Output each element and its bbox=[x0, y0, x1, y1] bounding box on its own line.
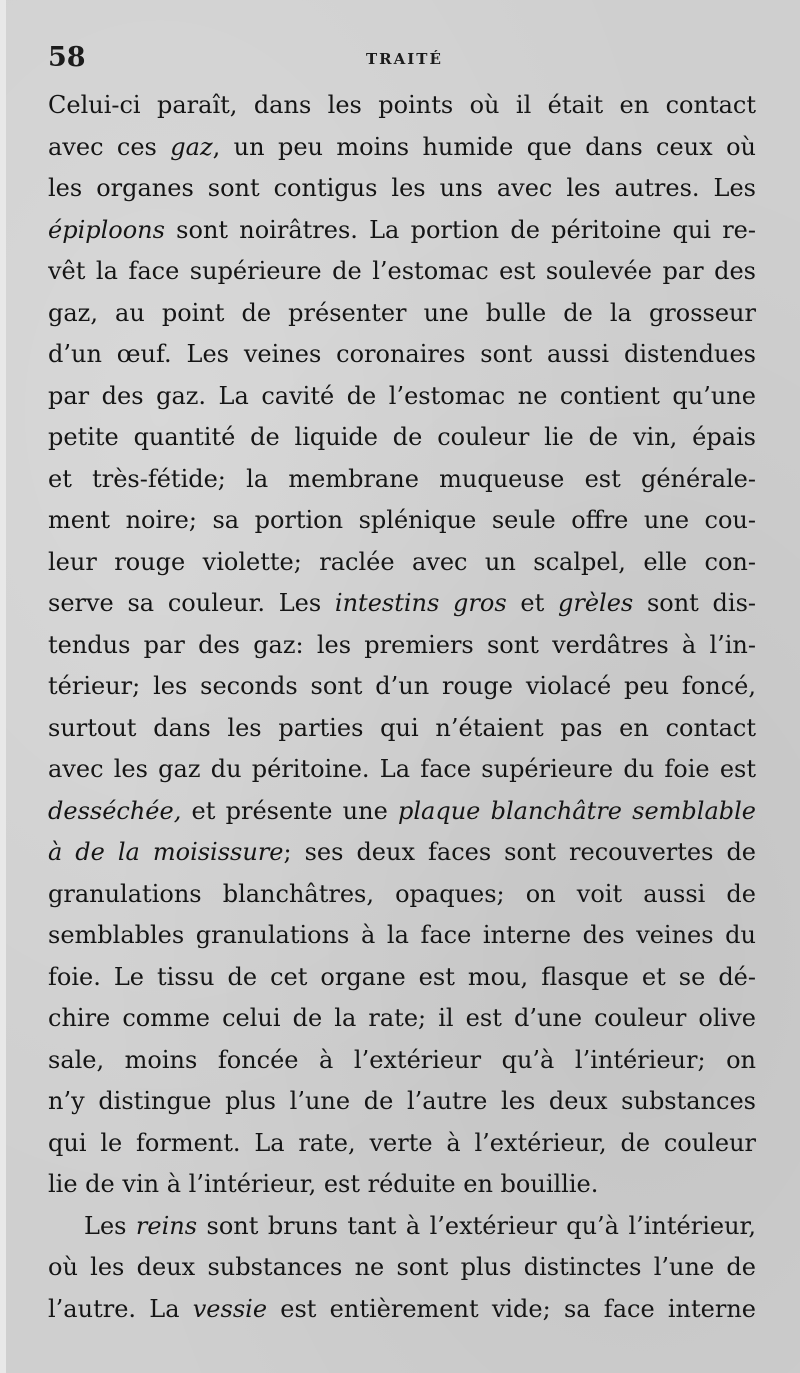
text-segment: surtout dans les parties qui n’étaient pas en contact bbox=[48, 713, 756, 742]
text-line bbox=[48, 168, 756, 210]
italic-term: desséchée, bbox=[48, 796, 182, 825]
text-line bbox=[48, 666, 756, 708]
text-line bbox=[48, 915, 756, 957]
text-segment: ; ses deux faces sont recouvertes de bbox=[283, 838, 756, 866]
text-segment: sont dis- bbox=[633, 589, 756, 617]
text-segment: avec les gaz du péritoine. La face supérieure du foie est bbox=[48, 755, 756, 783]
italic-term: gaz bbox=[170, 132, 213, 161]
text-segment: granulations blanchâtres, opaques; on voit aussi de bbox=[48, 879, 756, 908]
text-line bbox=[48, 376, 756, 418]
text-segment: sont bruns tant à l’extérieur qu’à l’intérieur, bbox=[197, 1211, 756, 1240]
text-line bbox=[48, 459, 756, 501]
text-line bbox=[48, 542, 756, 584]
text-line bbox=[48, 998, 756, 1040]
text-segment: où les deux substances ne sont plus distinctes l’une de bbox=[48, 1253, 756, 1281]
italic-term: plaque blanchâtre semblable bbox=[398, 796, 756, 825]
text-line bbox=[48, 708, 756, 750]
text-segment: l’autre. La bbox=[48, 1294, 193, 1323]
text-segment: et très-fétide; la membrane muqueuse est générale- bbox=[48, 464, 756, 493]
text-segment: avec ces bbox=[48, 132, 171, 161]
italic-term: vessie bbox=[192, 1294, 268, 1323]
text-segment: Celui-ci paraît, dans les points où il était en contact bbox=[48, 91, 756, 119]
text-segment: Les bbox=[84, 1211, 136, 1240]
text-line bbox=[48, 417, 756, 459]
text-line bbox=[48, 251, 756, 293]
italic-term: grèles bbox=[557, 589, 634, 617]
text-segment: et présente une bbox=[181, 796, 399, 825]
text-line bbox=[48, 334, 756, 376]
italic-term: reins bbox=[135, 1211, 198, 1240]
italic-term: intestins gros bbox=[334, 589, 507, 617]
text-line bbox=[48, 1081, 756, 1123]
text-line bbox=[48, 832, 756, 874]
text-segment: gaz, au point de présenter une bulle de la grosseur bbox=[48, 298, 756, 327]
text-line bbox=[48, 583, 756, 625]
text-segment: d’un œuf. Les veines coronaires sont aussi distendues bbox=[48, 340, 756, 368]
text-line bbox=[48, 127, 756, 169]
text-line bbox=[48, 1164, 756, 1206]
text-segment: foie. Le tissu de cet organe est mou, flasque et se dé- bbox=[48, 962, 756, 991]
text-line bbox=[48, 1206, 756, 1248]
text-line bbox=[48, 500, 756, 542]
text-line bbox=[48, 1123, 756, 1165]
text-segment: vêt la face supérieure de l’estomac est soulevée par des bbox=[48, 257, 756, 285]
text-line bbox=[48, 85, 756, 127]
text-line bbox=[48, 1289, 756, 1331]
text-segment: serve sa couleur. Les bbox=[48, 589, 335, 617]
page-edge bbox=[0, 0, 6, 1373]
text-line bbox=[48, 625, 756, 667]
text-segment: n’y distingue plus l’une de l’autre les deux substances bbox=[48, 1087, 756, 1115]
page-number: 58 bbox=[48, 42, 86, 73]
text-line bbox=[48, 210, 756, 252]
text-segment: semblables granulations à la face interne des veines du bbox=[48, 921, 756, 949]
text-segment: térieur; les seconds sont d’un rouge violacé peu foncé, bbox=[48, 672, 756, 700]
text-segment: , un peu moins humide que dans ceux où bbox=[212, 132, 756, 161]
text-line bbox=[48, 791, 756, 833]
body-text bbox=[48, 85, 756, 1330]
running-head: TRAITÉ bbox=[366, 50, 443, 68]
text-line bbox=[48, 957, 756, 999]
paragraph-1 bbox=[48, 85, 756, 1206]
text-segment: leur rouge violette; raclée avec un scalpel, elle con- bbox=[48, 547, 756, 576]
text-line bbox=[48, 1247, 756, 1289]
text-segment: ment noire; sa portion splénique seule offre une cou- bbox=[48, 506, 756, 534]
text-segment: tendus par des gaz: les premiers sont verdâtres à l’in- bbox=[48, 630, 756, 659]
italic-term: à de la moisissure bbox=[48, 838, 284, 866]
text-segment: les organes sont contigus les uns avec les autres. Les bbox=[48, 174, 756, 202]
page-header bbox=[48, 42, 768, 76]
text-line bbox=[48, 749, 756, 791]
italic-term: épiploons bbox=[48, 215, 165, 244]
text-segment: qui le forment. La rate, verte à l’extérieur, de couleur bbox=[48, 1128, 756, 1157]
text-segment: sont noirâtres. La portion de péritoine qui re- bbox=[164, 215, 756, 244]
text-segment: sale, moins foncée à l’extérieur qu’à l’intérieur; on bbox=[48, 1045, 756, 1074]
text-line bbox=[48, 874, 756, 916]
text-segment: par des gaz. La cavité de l’estomac ne contient qu’une bbox=[48, 381, 756, 410]
text-segment: lie de vin à l’intérieur, est réduite en bouillie. bbox=[48, 1170, 599, 1198]
text-line bbox=[48, 293, 756, 335]
text-segment: est entièrement vide; sa face interne bbox=[267, 1294, 756, 1323]
paragraph-2 bbox=[48, 1206, 756, 1331]
text-segment: chire comme celui de la rate; il est d’une couleur olive bbox=[48, 1004, 756, 1032]
text-segment: petite quantité de liquide de couleur lie de vin, épais bbox=[48, 423, 756, 451]
text-segment: et bbox=[506, 589, 558, 617]
text-line bbox=[48, 1040, 756, 1082]
